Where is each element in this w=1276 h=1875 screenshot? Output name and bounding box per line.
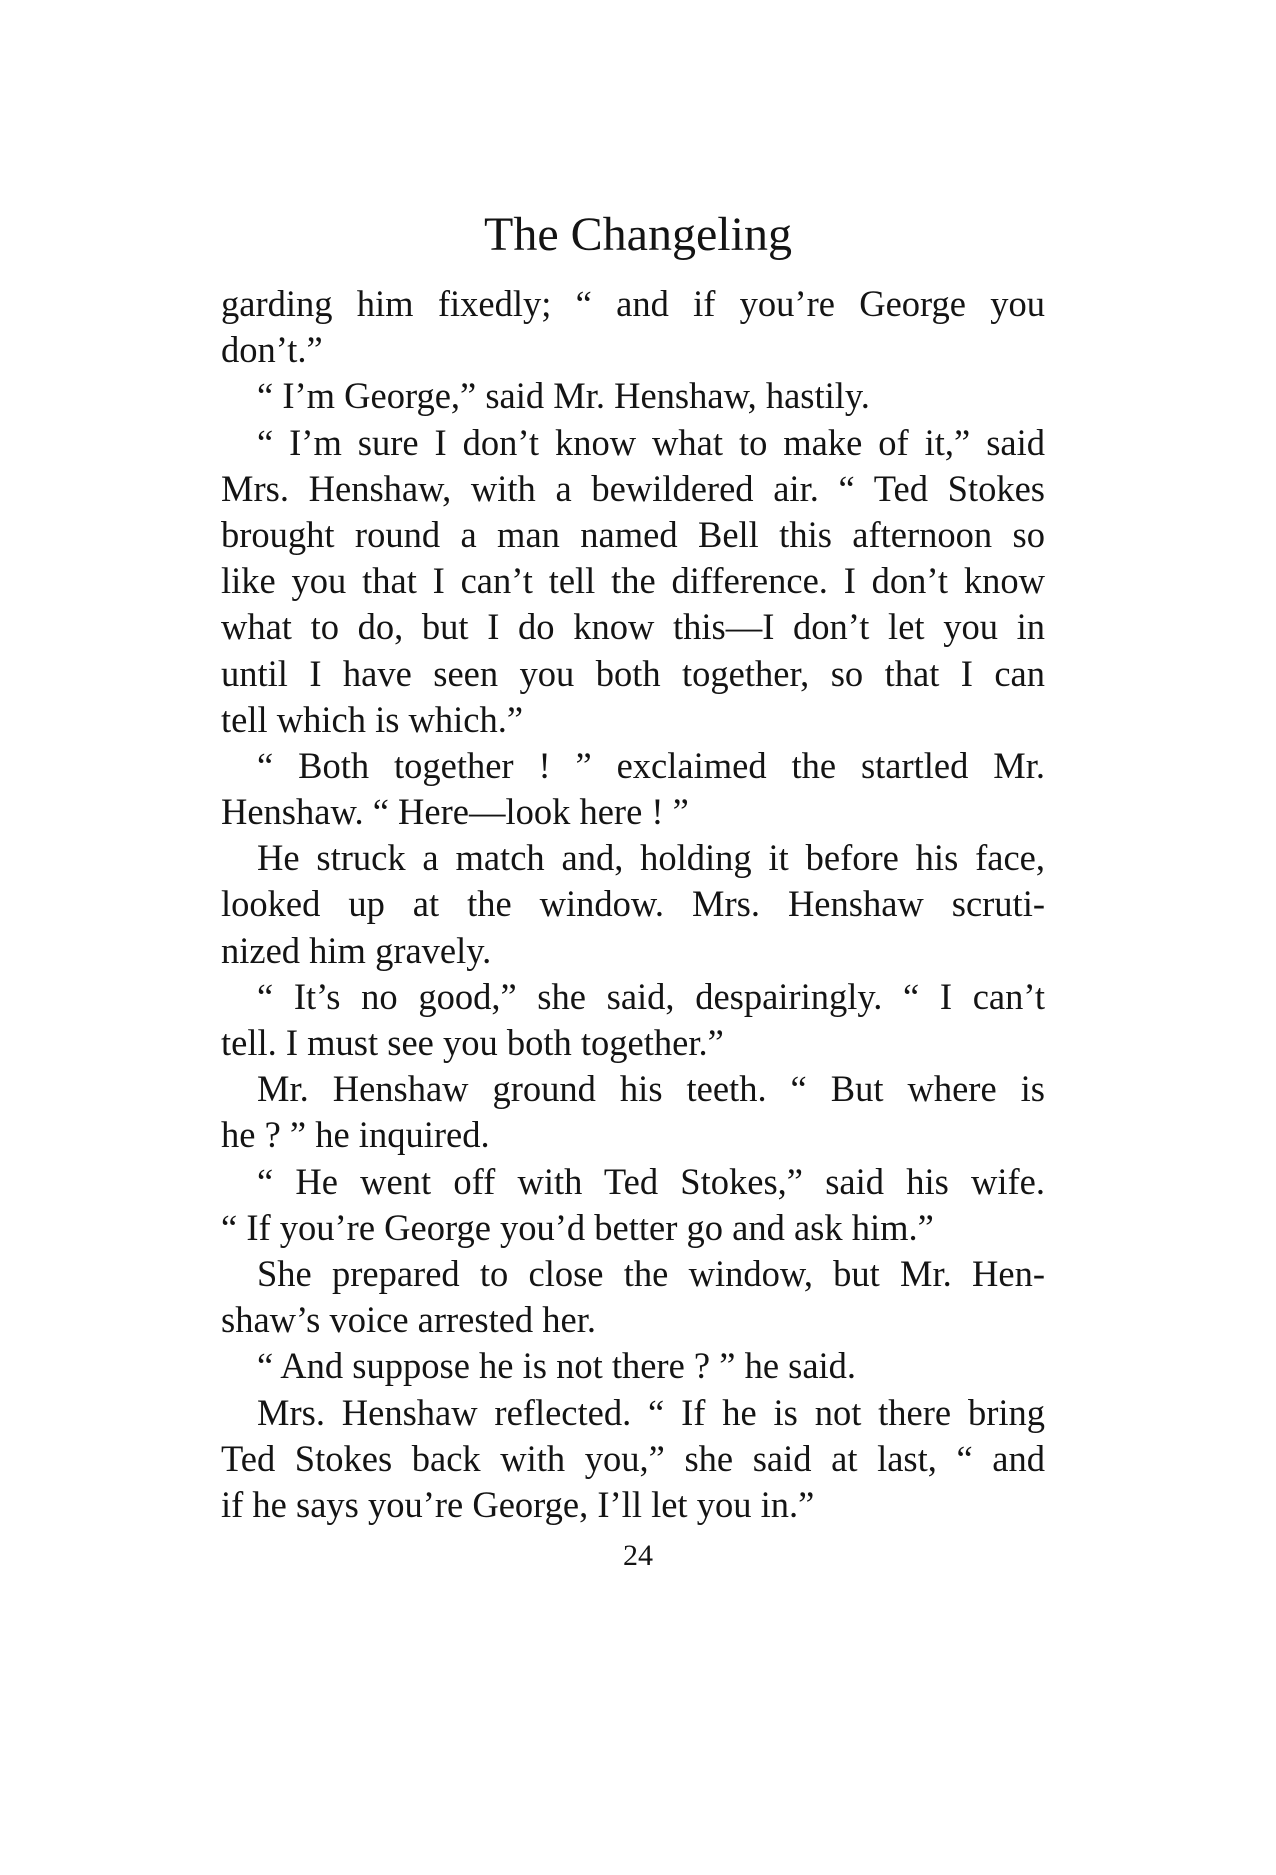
text-line: he ? ” he inquired. [221,1114,490,1156]
text-line: “ It’s no good,” she said, despairingly. “ I can’t [257,975,1045,1017]
text-line: nized him gravely. [221,929,492,971]
page-number: 24 [623,1539,653,1572]
text-line: “ And suppose he is not there ? ” he said. [257,1345,857,1387]
text-line: don’t.” [221,329,323,371]
text-line: Ted Stokes back with you,” she said at last, “ and [221,1437,1045,1479]
text-line: “ I’m George,” said Mr. Henshaw, hastily. [257,375,870,417]
text-line: brought round a man named Bell this afternoon so [221,513,1045,555]
body-text [221,281,1045,1528]
text-line: He struck a match and, holding it before his face, [257,837,1045,879]
text-line: shaw’s voice arrested her. [221,1299,596,1341]
text-line: garding him fixedly; “ and if you’re George you [221,283,1045,324]
text-line: She prepared to close the window, but Mr. Hen- [257,1252,1045,1294]
text-line: Henshaw. “ Here—look here ! ” [221,791,689,833]
text-line: “ If you’re George you’d better go and ask him.” [221,1206,934,1248]
text-line: like you that I can’t tell the difference. I don’t know [221,560,1045,602]
text-line: “ Both together ! ” exclaimed the startled Mr. [257,744,1045,786]
text-line: tell which is which.” [221,698,524,740]
text-line: tell. I must see you both together.” [221,1022,724,1063]
text-line: until I have seen you both together, so that I can [221,652,1045,694]
text-line: “ He went off with Ted Stokes,” said his wife. [257,1160,1045,1202]
running-head: The Changeling [484,208,792,261]
text-line: looked up at the window. Mrs. Henshaw scruti- [221,883,1045,925]
text-line: Mrs. Henshaw, with a bewildered air. “ Ted Stokes [221,467,1045,509]
text-line: Mrs. Henshaw reflected. “ If he is not there bring [257,1391,1045,1433]
text-line: what to do, but I do know this—I don’t let you in [221,606,1045,648]
text-line: Mr. Henshaw ground his teeth. “ But where is [257,1068,1045,1110]
text-line: “ I’m sure I don’t know what to make of it,” said [257,421,1045,463]
text-line: if he says you’re George, I’ll let you in.” [221,1483,815,1525]
